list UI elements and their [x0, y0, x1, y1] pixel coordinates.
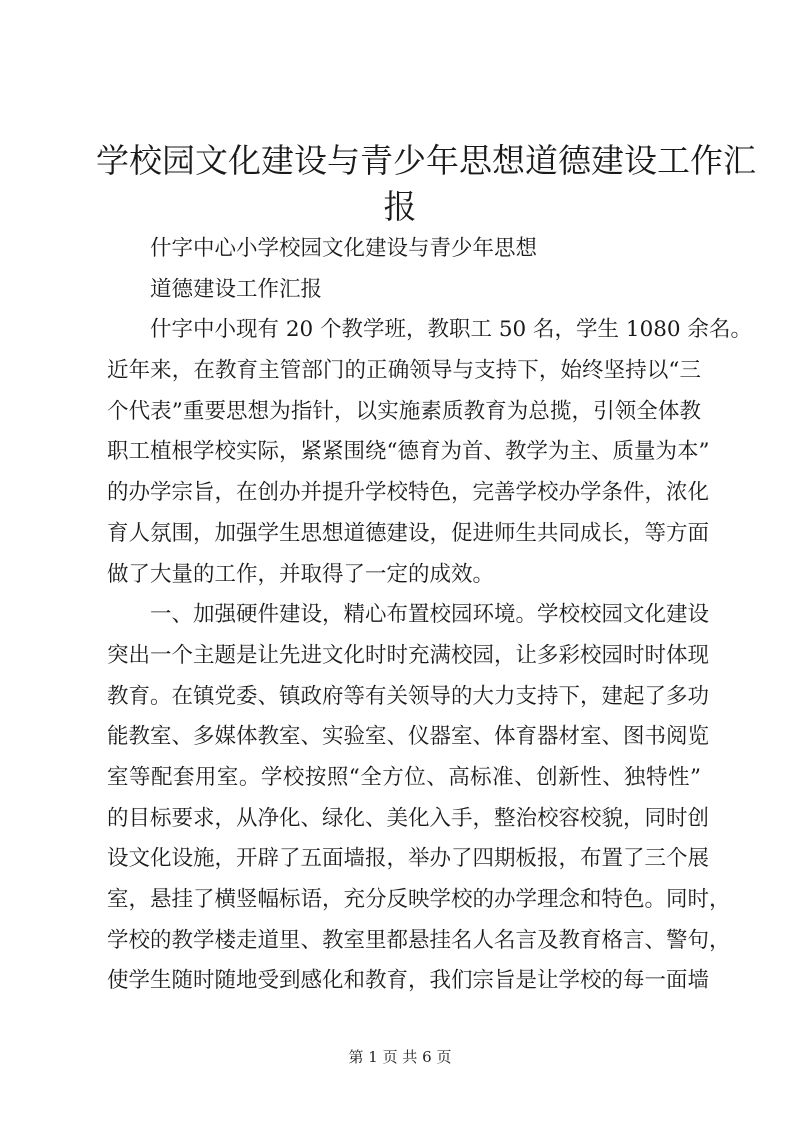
title-line: 报 — [383, 187, 417, 226]
document-body — [107, 229, 752, 1002]
paragraph-line: 一、加强硬件建设，精心布置校园环境。学校校园文化建设 — [150, 602, 710, 628]
paragraph-line: 做了大量的工作，并取得了一定的成效。 — [107, 561, 495, 587]
paragraph-line: 职工植根学校实际，紧紧围绕“德育为首、教学为主、质量为本” — [107, 439, 710, 465]
paragraph-line: 室等配套用室。学校按照“全方位、高标准、创新性、独特性” — [107, 764, 701, 790]
title-line: 学校园文化建设与青少年思想道德建设工作汇 — [96, 141, 756, 180]
paragraph-line: 的办学宗旨，在创办并提升学校特色，完善学校办学条件，浓化 — [107, 480, 710, 506]
paragraph-line: 学校的教学楼走道里、教室里都悬挂名人名言及教育格言、警句， — [107, 927, 731, 953]
paragraph-line: 个代表”重要思想为指针，以实施素质教育为总揽，引领全体教 — [107, 398, 701, 424]
subtitle-line: 什字中心小学校园文化建设与青少年思想 — [150, 236, 538, 261]
paragraph-line: 教育。在镇党委、镇政府等有关领导的大力支持下，建起了多功 — [107, 683, 710, 709]
paragraph-line: 能教室、多媒体教室、实验室、仪器室、体育器材室、图书阅览 — [107, 724, 710, 750]
paragraph-line: 室，悬挂了横竖幅标语，充分反映学校的办学理念和特色。同时， — [107, 887, 731, 912]
paragraph-line: 近年来，在教育主管部门的正确领导与支持下，始终坚持以“三 — [107, 358, 701, 384]
paragraph-line: 的目标要求，从净化、绿化、美化入手，整治校容校貌，同时创 — [107, 805, 710, 831]
paragraph-line: 育人氛围，加强学生思想道德建设，促进师生共同成长，等方面 — [107, 520, 710, 546]
paragraph-line: 使学生随时随地受到感化和教育，我们宗旨是让学校的每一面墙 — [107, 968, 710, 994]
paragraph-line: 设文化设施，开辟了五面墙报，举办了四期板报，布置了三个展 — [107, 846, 710, 872]
paragraph-line: 什字中小现有 20 个教学班，教职工 50 名，学生 1080 余名。 — [150, 317, 752, 343]
page-footer: 第 1 页 共 6 页 — [348, 1048, 452, 1066]
document-title — [96, 138, 756, 230]
paragraph-line: 突出一个主题是让先进文化时时充满校园，让多彩校园时时体现 — [107, 642, 710, 668]
subtitle-line: 道德建设工作汇报 — [150, 276, 323, 302]
